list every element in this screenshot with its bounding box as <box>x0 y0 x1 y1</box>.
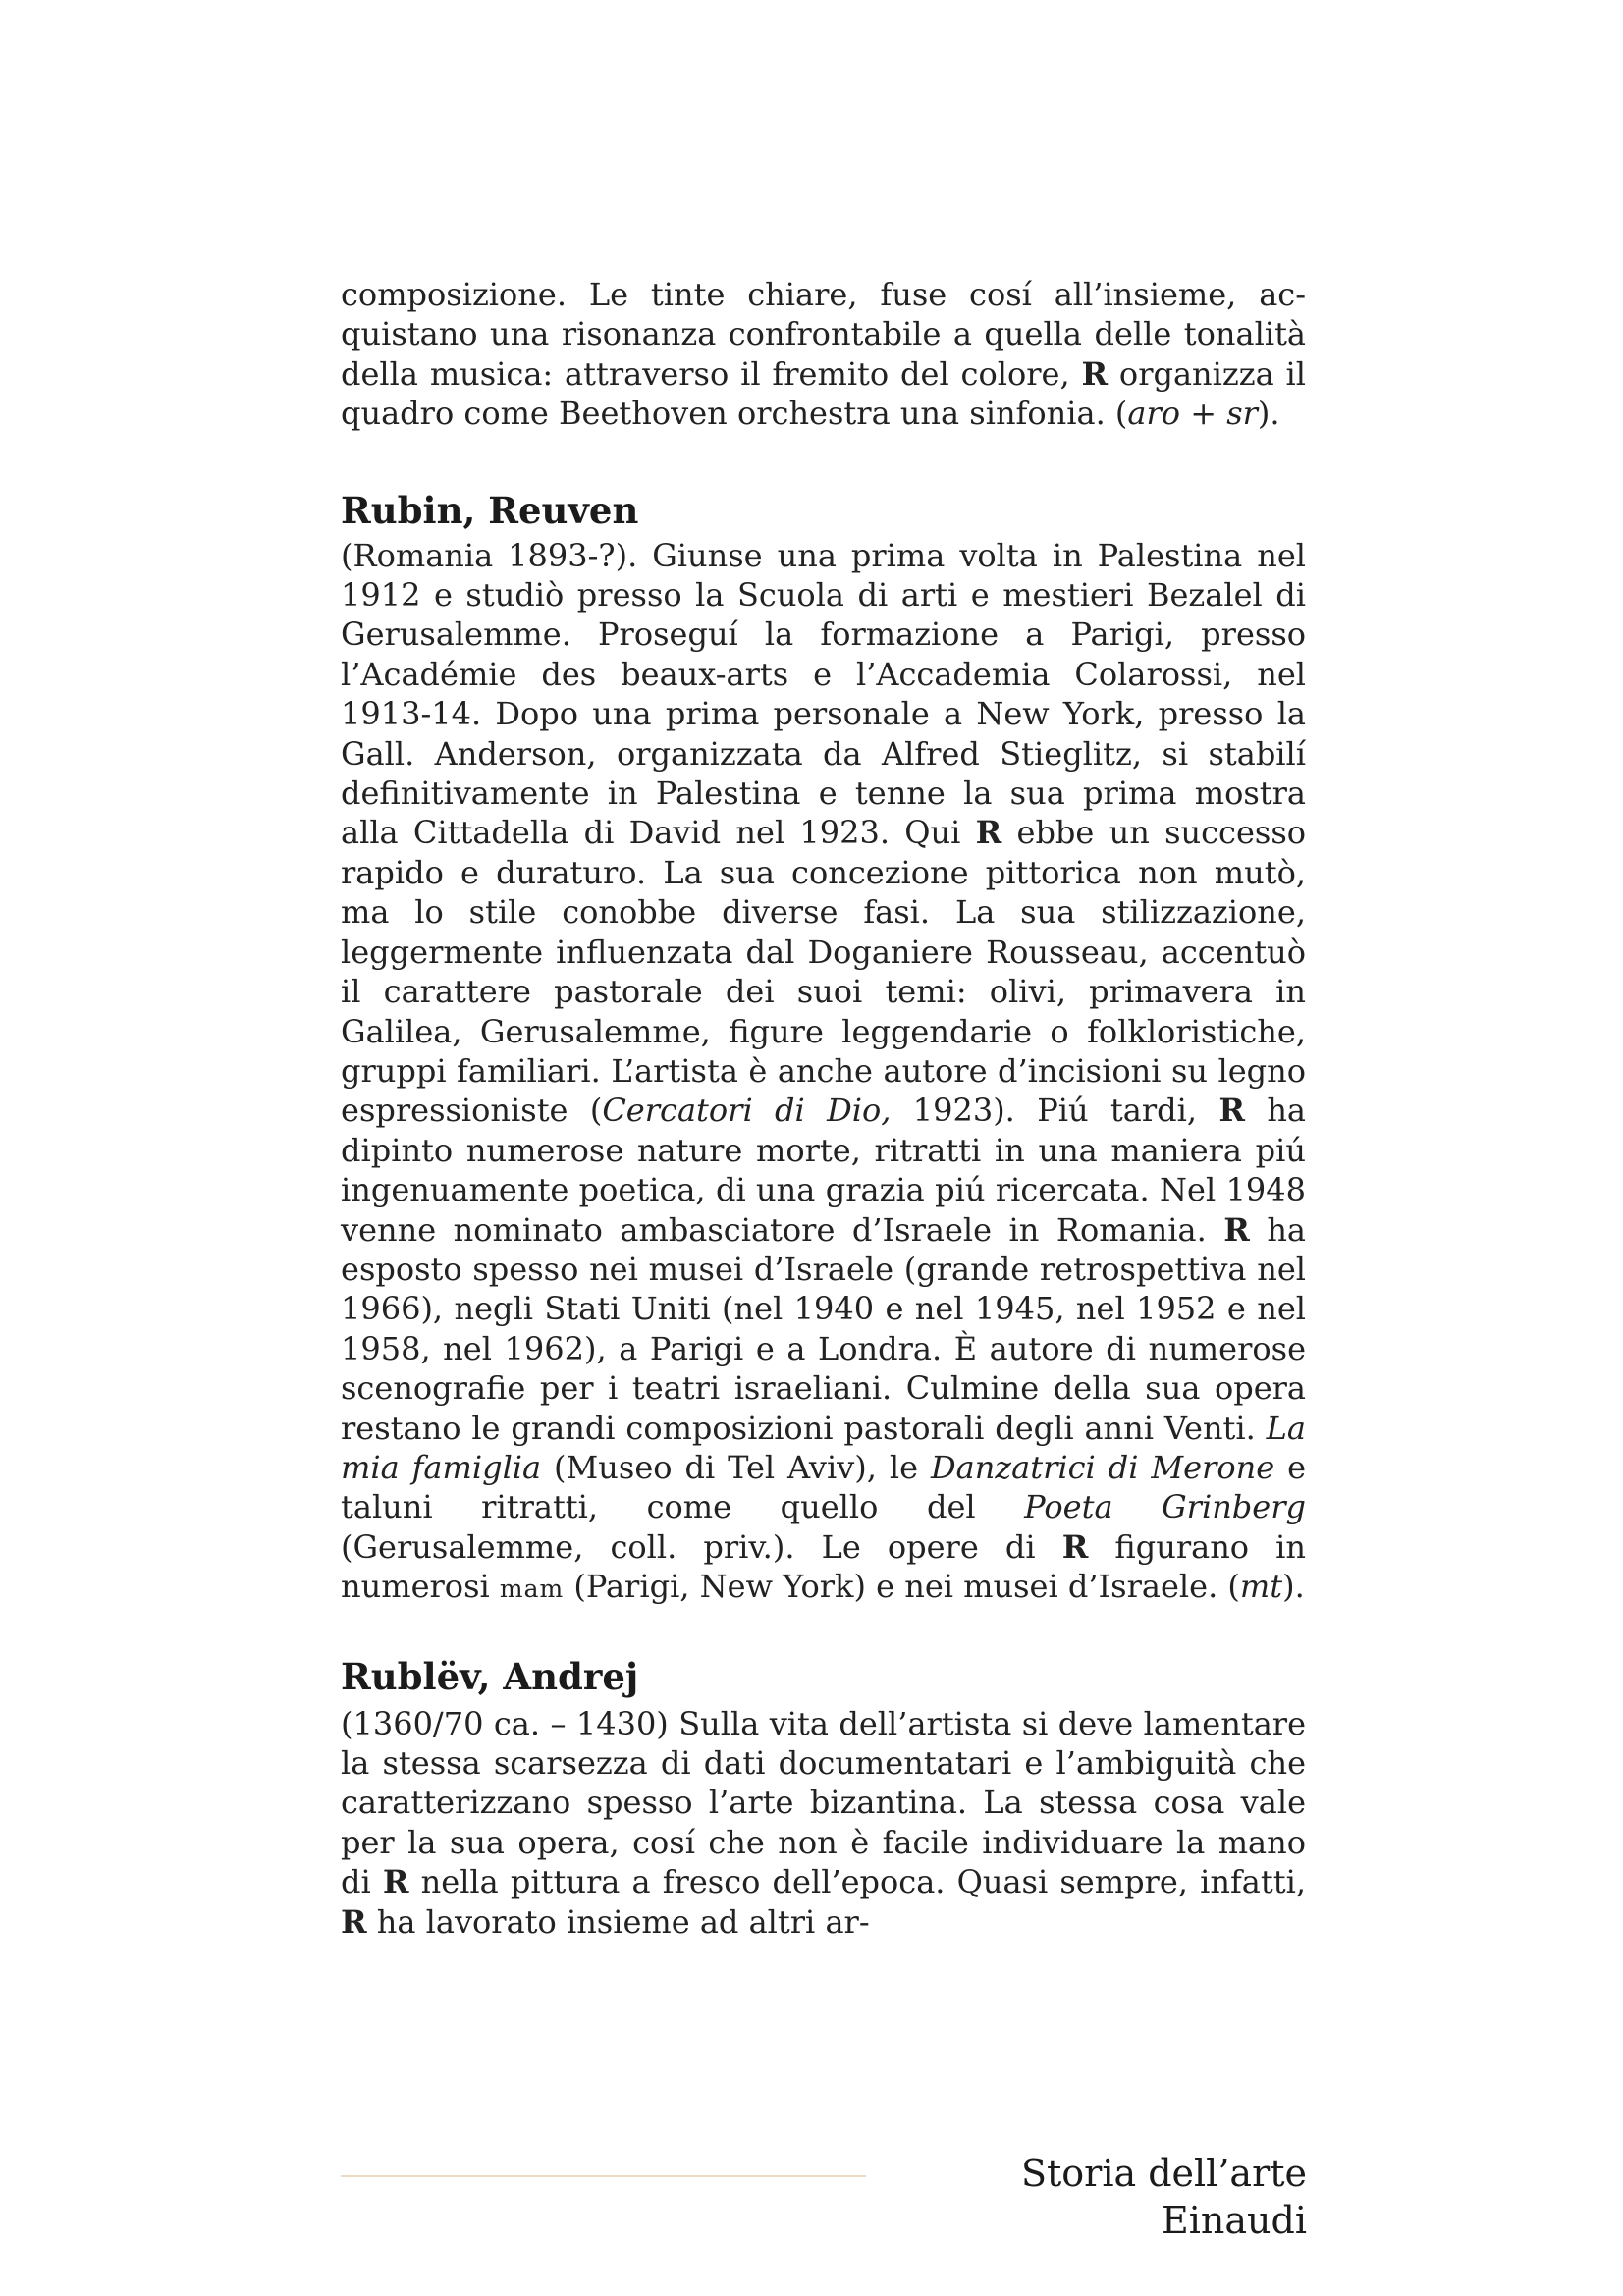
author-initials: mt <box>1239 1568 1283 1606</box>
body-text: ). <box>1282 1568 1305 1606</box>
work-title: La mia famiglia <box>341 1409 1306 1486</box>
work-title: Danzatrici di Merone <box>930 1448 1275 1486</box>
artist-initial: R <box>1223 1210 1250 1249</box>
entry-title-rublev: Rublëv, Andrej <box>341 1654 639 1698</box>
body-text: 1923). Piú tardi, <box>891 1092 1219 1130</box>
work-title: Cercatori di Dio, <box>602 1092 892 1130</box>
artist-initial: R <box>341 1902 367 1941</box>
body-text: (Gerusalemme, coll. priv.). Le opere di <box>341 1527 1062 1566</box>
body-text: ha lavorato insieme ad altri ar- <box>366 1902 870 1941</box>
body-text: (Parigi, New York) e nei musei d’Israele. ( <box>564 1568 1240 1606</box>
body-text: e taluni ritratti, come quello del <box>341 1448 1307 1526</box>
artist-initial: R <box>975 814 1002 852</box>
footer-rule <box>341 2175 866 2177</box>
body-text: nella pittura a fresco dell’epoca. Quasi sempre, infatti, <box>408 1863 1307 1901</box>
body-text: ha dipinto numerose nature morte, ritratti in una maniera piú ingenuamente poetica, di una grazia piú ricercata. Nel 1948 venne nominato ambasciatore d’Israele in Romania. <box>341 1092 1307 1249</box>
body-text: (Museo di Tel Aviv), le <box>541 1448 931 1486</box>
artist-initial: R <box>1061 1527 1089 1566</box>
body-text: ). <box>1257 395 1280 433</box>
entry-rubin-paragraph <box>341 536 1306 1610</box>
artist-initial: R <box>1218 1092 1245 1130</box>
work-title: Poeta Grinberg <box>1024 1488 1307 1526</box>
entry-rouault-tail-paragraph <box>341 275 1306 434</box>
body-text: (Romania 1893-?). Giunse una prima volta in Palestina nel 1912 e studiò presso la Scuola di arti e mestieri Bezalel di Gerusalemme. Proseguí la formazione a Parigi, presso l’Académie des beaux-arts e l’Accademia Colarossi, nel 1913-14. Dopo una prima personale a New York, presso la Gall. Anderson, organizzata da Alfred Stieglitz, si stabilí definitivamente in Palestina e tenne la sua prima mostra alla Cittadella di David nel 1923. Qui <box>341 536 1306 852</box>
abbreviation-mam: mam <box>499 1575 565 1604</box>
body-text: ebbe un successo rapido e duraturo. La sua concezione pittorica non mutò, ma lo stile conobbe diverse fasi. La sua stilizzazione, leggermente influenzata dal Doganiere Rousseau, accentuò il carattere pastorale dei suoi temi: olivi, primavera in Galilea, Gerusalemme, figure leggendarie o folkloristiche, gruppi familiari. L’artista è anche autore d’incisioni su legno espressioniste ( <box>341 814 1307 1130</box>
author-initials: aro + sr <box>1127 395 1258 433</box>
entry-rublev-paragraph <box>341 1704 1306 1942</box>
text-column <box>341 275 1306 1942</box>
body-text: composizione. Le tinte chiare, fuse cosí all’insieme, acquistano una risonanza confrontabile a quella delle tonalità della musica: attraverso il fremito del colore, <box>341 276 1306 393</box>
body-text: organizza il quadro come Beethoven orchestra una sinfonia. ( <box>341 354 1307 433</box>
footer-credit: Storia dell’arte Einaudi <box>1020 2152 1307 2242</box>
artist-initial: R <box>1081 354 1109 393</box>
body-text: figurano in numerosi <box>341 1527 1307 1606</box>
entry-title-rubin: Rubin, Reuven <box>341 488 639 532</box>
body-text: ha esposto spesso nei musei d’Israele (grande retrospettiva nel 1966), negli Stati Uniti (nel 1940 e nel 1945, nel 1952 e nel 1958, nel 1962), a Parigi e a Londra. È autore di numerose scenografie per i teatri israeliani. Culmine della sua opera restano le grandi composizioni pastorali degli anni Venti. <box>341 1210 1307 1447</box>
body-text: (1360/70 ca. – 1430) Sulla vita dell’artista si deve lamentare la stessa scarsezza di dati documentatari e l’ambiguità che caratterizzano spesso l’arte bizantina. La stessa cosa vale per la sua opera, cosí che non è facile individuare la mano di <box>341 1704 1306 1901</box>
artist-initial: R <box>382 1863 409 1901</box>
